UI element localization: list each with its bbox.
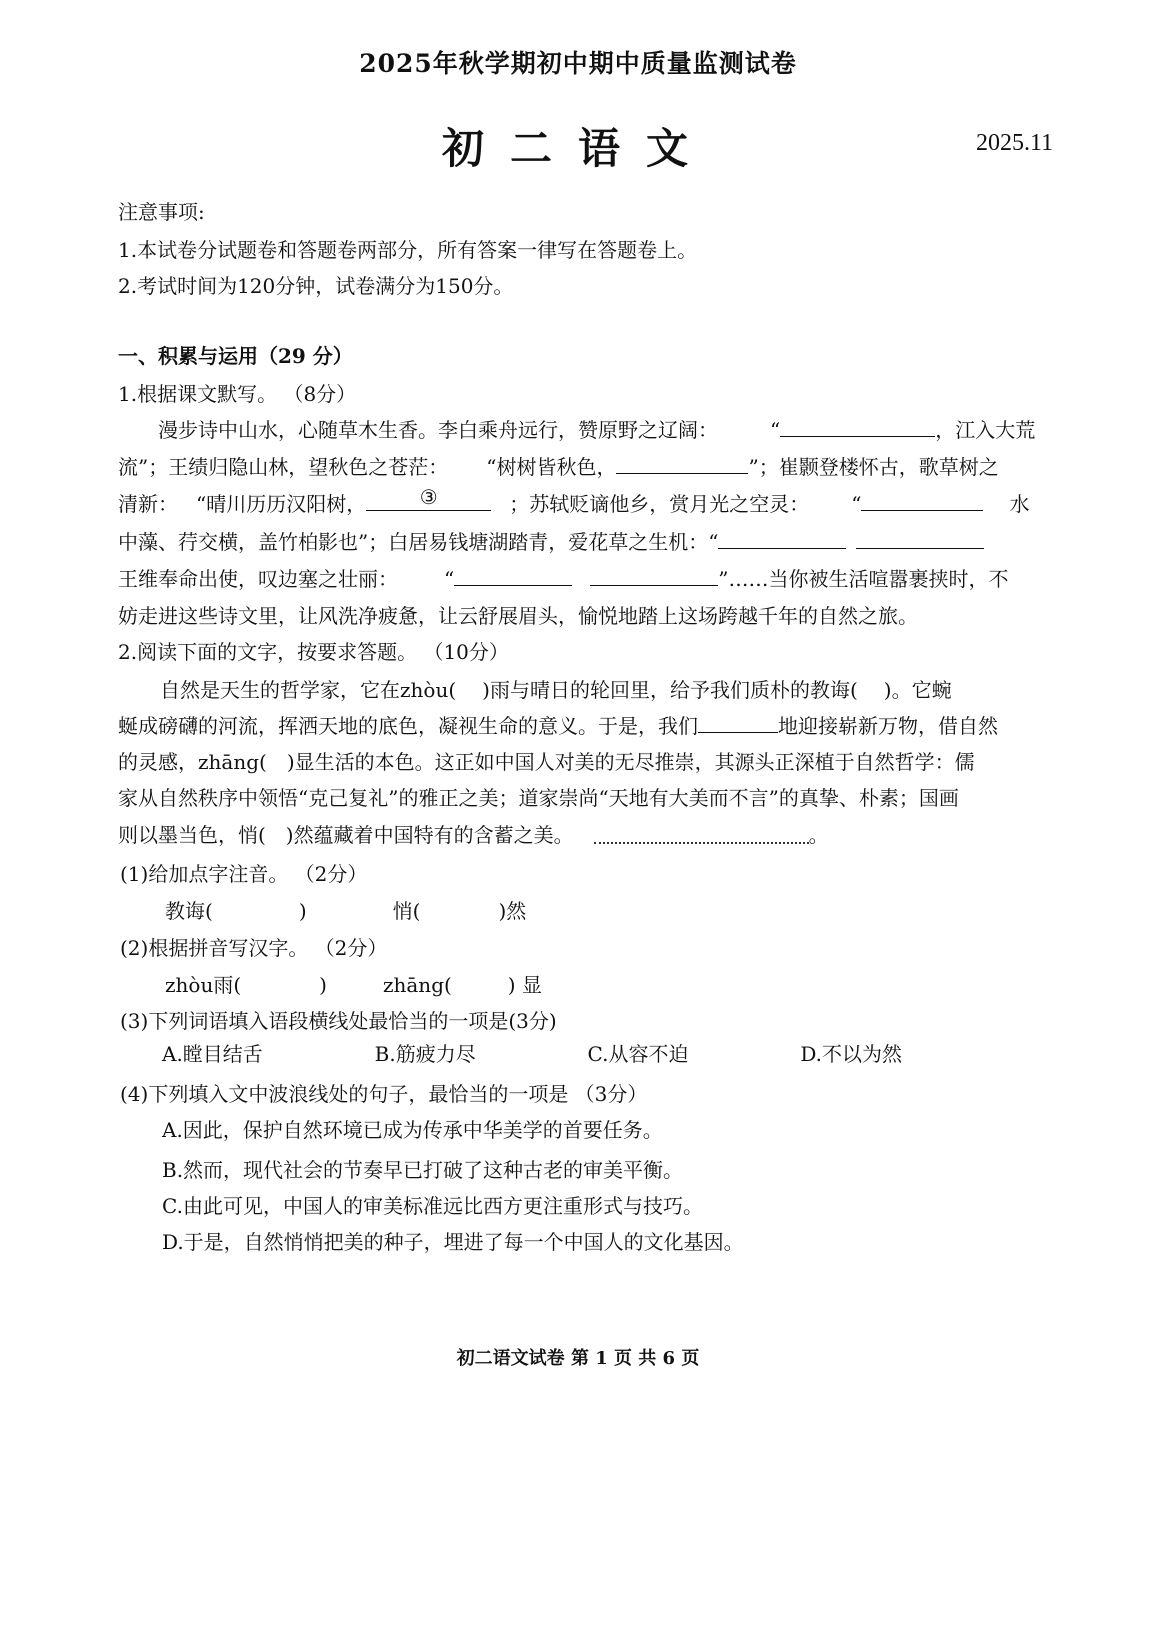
- sub1-item-b-end: )然: [498, 899, 527, 923]
- q2-prompt: 2.阅读下面的文字，按要求答题。 （10分）: [118, 640, 509, 664]
- q2-para-line-5: [118, 819, 1050, 848]
- q1-blank-5[interactable]: [718, 528, 846, 549]
- q2-p1-mid: )雨与晴日的轮回里，给予我们质朴的教诲(: [482, 678, 858, 702]
- q1-line-3-text: 清新：: [118, 492, 178, 516]
- q1-blank-6[interactable]: [856, 528, 984, 549]
- sub4-option-b[interactable]: B.然而，现代社会的节奏早已打破了这种古老的审美平衡。: [162, 1158, 684, 1182]
- q2-sub3: (3)下列词语填入语段横线处最恰当的一项是(3分): [120, 1009, 557, 1033]
- sub2-item-b: zhāng(: [382, 973, 452, 997]
- q2-para-line-4: 家从自然秩序中领悟“克己复礼”的雅正之美；道家崇尚“天地有大美而不言”的真挚、朴素；国画: [118, 786, 959, 810]
- q1-line-1-end: ，江入大荒: [935, 418, 1036, 442]
- q1-blank-2[interactable]: [616, 453, 748, 474]
- notice-title: 注意事项:: [118, 200, 205, 224]
- page-footer: 初二语文试卷 第 1 页 共 6 页: [456, 1348, 700, 1369]
- q2-blank-fill[interactable]: [698, 712, 778, 733]
- notice-item-2: 2.考试时间为120分钟，试卷满分为150分。: [118, 274, 514, 298]
- q1-line-1: [118, 414, 1050, 443]
- q2-p1-end: )。它蜿: [883, 678, 952, 702]
- subject-title: 初二语文: [441, 124, 714, 173]
- q1-line-3-mid: ；苏轼贬谪他乡，赏月光之空灵：: [509, 492, 810, 516]
- q2-p5-text: 则以墨当色，悄( )然蕴藏着中国特有的含蓄之美。: [118, 823, 574, 847]
- blank-number-3: ③: [419, 485, 438, 509]
- q1-line-3: [118, 485, 1050, 517]
- q2-sub1: (1)给加点字注音。 （2分）: [120, 862, 368, 886]
- q1-blank-8[interactable]: [590, 565, 718, 586]
- q1-blank-7[interactable]: [454, 565, 572, 586]
- q1-line-5: [118, 563, 1050, 592]
- q2-p1-text: 自然是天生的哲学家，它在zhòu(: [160, 678, 457, 702]
- q1-blank-4[interactable]: [861, 490, 983, 511]
- q2-sub2: (2)根据拼音写汉字。 （2分）: [120, 936, 388, 960]
- q1-prompt: 1.根据课文默写。 （8分）: [118, 382, 357, 406]
- q1-line-3-quote: “晴川历历汉阳树，: [196, 492, 367, 516]
- quote-open-2: “: [851, 492, 862, 516]
- q2-sub2-answer-row: [165, 969, 542, 998]
- quote-open-4: “: [444, 567, 455, 591]
- sub2-item-b-end: ) 显: [507, 973, 542, 997]
- q2-p5-end: 。: [808, 823, 829, 847]
- q2-para-line-3: 的灵感，zhāng( )显生活的本色。这正如中国人对美的无尽推崇，其源头正深植于自然哲学：儒: [118, 750, 975, 774]
- q2-p2-end: 地迎接崭新万物，借自然: [778, 714, 998, 738]
- sub4-option-a[interactable]: A.因此，保护自然环境已成为传承中华美学的首要任务。: [162, 1118, 663, 1142]
- q2-sub1-answer-row: [165, 895, 526, 924]
- q1-line-1-text: 漫步诗中山水，心随草木生香。李白乘舟远行，赞原野之辽阔：: [158, 418, 718, 442]
- quote-open: “: [770, 418, 781, 442]
- q2-p2-text: 蜒成磅礴的河流，挥洒天地的底色，凝视生命的意义。于是，我们: [118, 714, 698, 738]
- sub3-option-b[interactable]: B.筋疲力尽: [374, 1042, 476, 1066]
- q1-line-2-quote: “树树皆秋色，: [486, 455, 617, 479]
- notice-item-1: 1.本试卷分试题卷和答题卷两部分，所有答案一律写在答题卷上。: [118, 238, 698, 262]
- q2-para-line-2: [118, 710, 1050, 739]
- q1-blank-1[interactable]: [780, 416, 935, 437]
- sub4-option-d[interactable]: D.于是，自然悄悄把美的种子，埋进了每一个中国人的文化基因。: [162, 1230, 744, 1254]
- q1-line-5-text: 王维奉命出使，叹边塞之壮丽：: [118, 567, 398, 591]
- q1-line-5-end: ”……当你被生活喧嚣裹挟时，不: [718, 567, 1009, 591]
- q1-line-2-end: ”；崔颢登楼怀古，歌草树之: [748, 455, 999, 479]
- q1-line-2-text: 流”；王绩归隐山林，望秋色之苍茫：: [118, 455, 449, 479]
- q2-para-line-1: [118, 674, 1050, 703]
- section-1-heading: 一、积累与运用（29 分）: [118, 344, 353, 368]
- q2-sub3-options: [162, 1038, 902, 1067]
- sub3-option-c[interactable]: C.从容不迫: [587, 1042, 689, 1066]
- sub1-item-a: 教诲(: [165, 899, 213, 923]
- q1-line-4-text: 中藻、荇交横，盖竹柏影也”；白居易钱塘湖踏青，爱花草之生机：: [118, 530, 709, 554]
- sub3-option-d[interactable]: D.不以为然: [800, 1042, 902, 1066]
- exam-title: 2025年秋学期初中期中质量监测试卷: [359, 49, 797, 78]
- wavy-line-blank[interactable]: [594, 830, 809, 844]
- sub4-option-c[interactable]: C.由此可见，中国人的审美标准远比西方更注重形式与技巧。: [162, 1194, 703, 1218]
- quote-open-3: “: [708, 530, 719, 554]
- q1-line-6: 妨走进这些诗文里，让风洗净疲惫，让云舒展眉头，愉悦地踏上这场跨越千年的自然之旅。: [118, 604, 918, 628]
- sub2-item-a-end: ): [319, 973, 327, 997]
- q1-line-4: [118, 526, 1050, 555]
- sub1-item-a-end: ): [298, 899, 307, 923]
- q1-blank-3[interactable]: [366, 485, 491, 511]
- q1-line-3-end: 水: [1009, 492, 1030, 516]
- q2-sub4: (4)下列填入文中波浪线处的句子，最恰当的一项是 （3分）: [120, 1082, 648, 1106]
- sub1-item-b: 悄(: [392, 899, 421, 923]
- sub2-item-a: zhòu雨(: [165, 973, 242, 997]
- sub3-option-a[interactable]: A.瞠目结舌: [162, 1042, 263, 1066]
- exam-date: 2025.11: [976, 130, 1054, 156]
- q1-line-2: [118, 451, 1050, 480]
